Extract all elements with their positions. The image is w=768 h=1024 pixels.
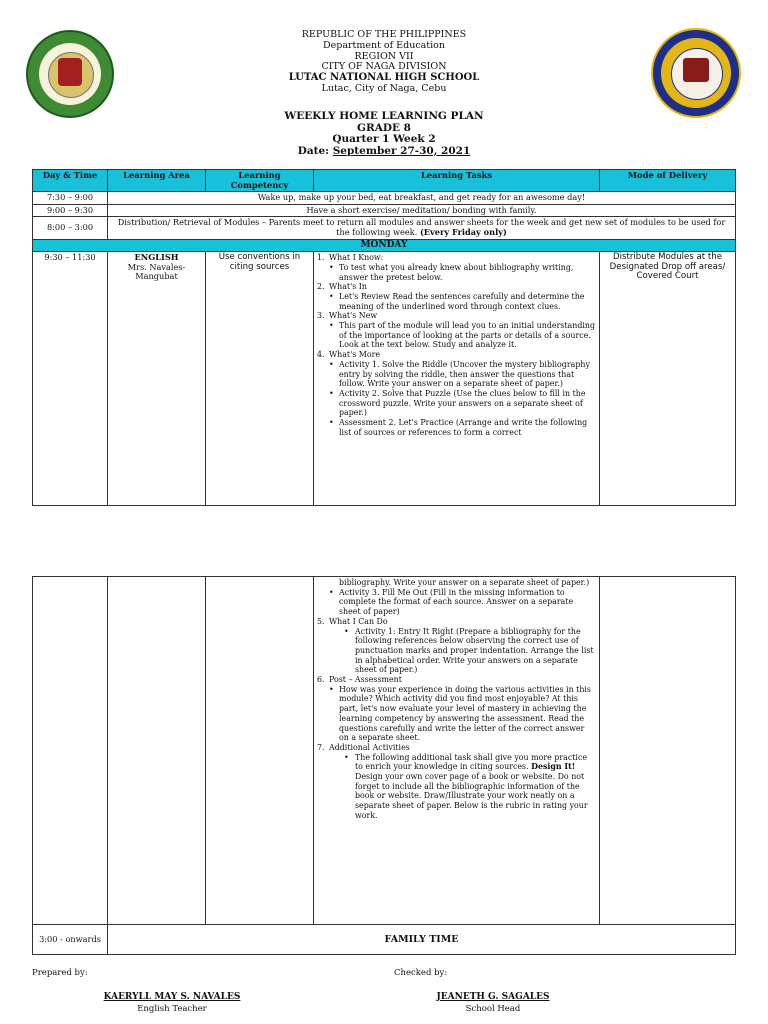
task-bullet: • Activity 2. Solve that Puzzle (Use the clues below to fill in the crossword puzzle. Write your answers on a separate sheet of paper.) [317, 389, 596, 418]
header-address: Lutac, City of Naga, Cebu [321, 82, 447, 94]
lesson-teacher: Mrs. Navales-Mangubat [127, 261, 186, 282]
routine-time: 7:30 – 9:00 [33, 192, 108, 205]
task-step [317, 253, 596, 263]
task-step-number: 2. [317, 282, 325, 292]
distribution-text: Distribution/ Retrieval of Modules – Parents meet to return all modules and answer sheets for the week and get new set of modules to be used for the following week. (Every Friday only) [108, 217, 736, 239]
task-step [317, 617, 596, 627]
continued-row [33, 577, 736, 925]
mode-of-delivery: Distribute Modules at the Designated Drop off areas/ Covered Court [600, 252, 736, 506]
day-row [33, 239, 736, 252]
learning-tasks-cell [314, 252, 600, 506]
task-bullet: • Activity 1. Solve the Riddle (Uncover the mystery bibliography entry by solving the riddle, then answer the questions that follow. Write your answer on a separate sheet of paper.) [317, 360, 596, 389]
task-bullet: • Activity 3. Fill Me Out (Fill in the missing information to complete the format of each source. Answer on a separate sheet of paper) [317, 588, 596, 617]
title-line1: WEEKLY HOME LEARNING PLAN [284, 110, 484, 122]
checked-by-role: School Head [465, 1004, 521, 1014]
task-step-number: 3. [317, 311, 325, 321]
learning-plan-table-page1 [32, 169, 736, 506]
table-row [33, 204, 736, 217]
task-step-number: 6. [317, 675, 325, 685]
task-step [317, 282, 596, 292]
task-bullet: • Let's Review Read the sentences carefully and determine the meaning of the underlined word through context clues. [317, 292, 596, 311]
distribution-emphasis: (Every Friday only) [419, 226, 507, 237]
day-label: MONDAY [33, 239, 736, 252]
task-continuation: bibliography. Write your answer on a separate sheet of paper.) [339, 578, 590, 587]
family-time: 3:00 - onwards [33, 925, 108, 955]
lesson-area-cell [108, 252, 206, 506]
family-text: FAMILY TIME [108, 925, 736, 955]
table-row [33, 217, 736, 239]
col-header-learning-competency: Learning Competency [206, 170, 314, 192]
task-step-number: 4. [317, 350, 325, 360]
task-step-title: What I Know: [329, 253, 384, 263]
plan-title [0, 111, 768, 157]
task-step-title: What I Can Do [329, 616, 388, 626]
title-quarter: Quarter 1 Week 2 [332, 133, 436, 145]
header-republic: REPUBLIC OF THE PHILIPPINES [301, 29, 467, 40]
routine-text: Have a short exercise/ meditation/ bonding with family. [108, 204, 736, 217]
header-region: REGION VII [354, 50, 414, 62]
header-division: CITY OF NAGA DIVISION [321, 61, 447, 73]
checked-by-label: Checked by: [394, 968, 448, 978]
header-school: LUTAC NATIONAL HIGH SCHOOL [288, 72, 480, 84]
task-step [317, 311, 596, 321]
prepared-by-role: English Teacher [137, 1004, 207, 1014]
title-date: Date: September 27-30, 2021 [297, 144, 471, 157]
task-step-title: Post – Assessment [329, 675, 402, 685]
task-step [317, 675, 596, 685]
header-department: Department of Education [323, 39, 445, 51]
task-step-title: What's More [329, 350, 381, 360]
lesson-time: 9:30 – 11:30 [33, 252, 108, 506]
task-step-title: What's In [329, 282, 367, 292]
lesson-area: ENGLISH [134, 252, 179, 263]
task-step-number: 5. [317, 616, 325, 626]
table-header-row [33, 170, 736, 192]
task-step-number: 1. [317, 253, 325, 263]
learning-plan-table-page2 [32, 576, 736, 955]
design-it-emphasis: Design It! [531, 762, 576, 772]
table-row [33, 192, 736, 205]
task-bullet: • To test what you already knew about bibliography writing, answer the pretest below. [317, 263, 596, 282]
title-grade: GRADE 8 [357, 121, 411, 134]
distribution-time: 8:00 – 3:00 [33, 217, 108, 239]
prepared-by-name: KAERYLL MAY S. NAVALES [103, 992, 241, 1002]
family-row [33, 925, 736, 955]
task-step-title: What's New [329, 311, 378, 321]
document-header [0, 30, 768, 95]
task-bullet: • How was your experience in doing the various activities in this module? Which activity did you find most enjoyable? At this part, let's now evaluate your level of mastery in achieving the learning competency by answering the assessment. Read the questions carefully and write the letter of the correct answer on a separate sheet. [317, 685, 596, 743]
task-step [317, 743, 596, 753]
col-header-learning-area: Learning Area [108, 170, 206, 192]
routine-text: Wake up, make up your bed, eat breakfast, and get ready for an awesome day! [108, 192, 736, 205]
date-value: September 27-30, 2021 [332, 144, 471, 157]
checked-by-name: JEANETH G. SAGALES [436, 992, 550, 1002]
task-step-number: 7. [317, 742, 325, 752]
task-bullet: • Assessment 2. Let's Practice (Arrange and write the following list of sources or references to form a correct [317, 418, 596, 437]
lesson-competency: Use conventions in citing sources [206, 252, 314, 506]
routine-time: 9:00 – 9:30 [33, 204, 108, 217]
col-header-learning-tasks: Learning Tasks [314, 170, 600, 192]
learning-tasks-cell-continued [314, 577, 600, 925]
task-bullet-additional: • The following additional task shall give you more practice to enrich your knowledge in citing sources. Design It! Design your own cover page of a book or website. Do not forget to include all the bibliographic information of the book or website. Draw/Illustrate your work neatly on a separate sheet of paper. Below is the rubric in rating your work. [317, 753, 596, 821]
task-bullet: • Activity 1: Entry It Right (Prepare a bibliography for the following references below observing the correct use of punctuation marks and proper indentation. Arrange the list in alphabetical order. Write your answers on a separate sheet of paper.) [317, 627, 596, 676]
lesson-row [33, 252, 736, 506]
task-step-title: Additional Activities [329, 742, 410, 752]
col-header-mode-of-delivery: Mode of Delivery [600, 170, 736, 192]
prepared-by-label: Prepared by: [32, 968, 88, 978]
task-step [317, 350, 596, 360]
col-header-day-time: Day & Time [33, 170, 108, 192]
task-bullet: • This part of the module will lead you to an initial understanding of the importance of looking at the parts or details of a source. Look at the text below. Study and analyze it. [317, 321, 596, 350]
